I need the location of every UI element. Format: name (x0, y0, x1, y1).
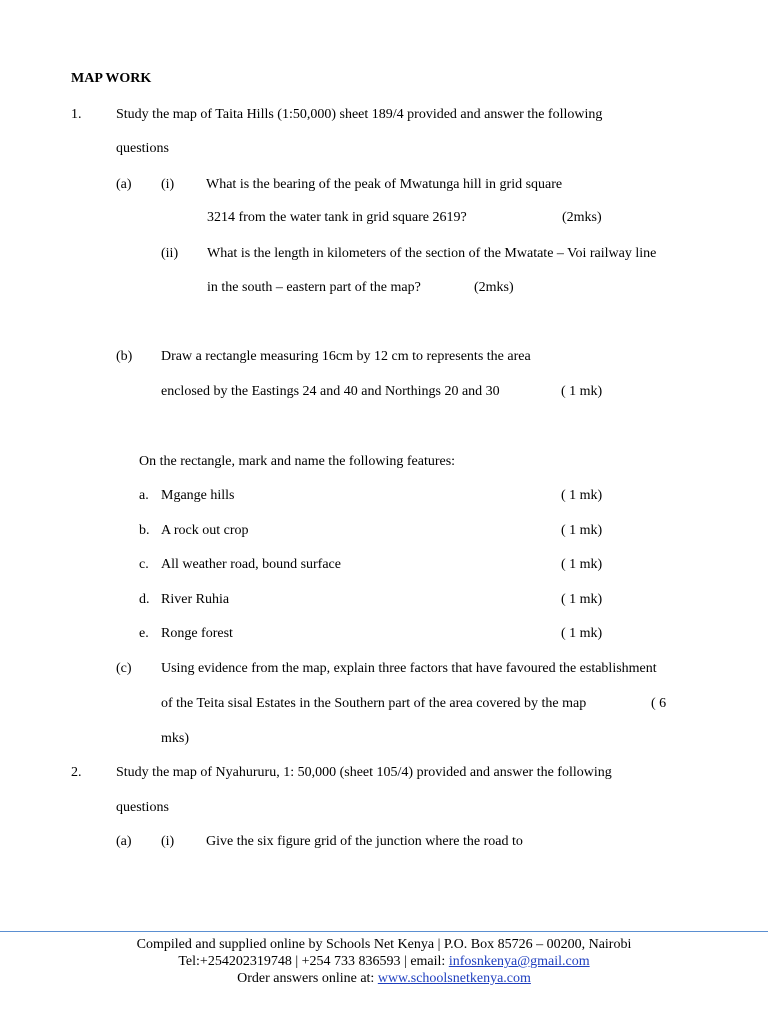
q1ai-line1: What is the bearing of the peak of Mwatunga hill in grid square (206, 177, 563, 192)
feature-text: A rock out crop (161, 523, 249, 538)
q1c-line1: Using evidence from the map, explain three factors that have favoured the establishment (161, 661, 657, 676)
q1c-marks: ( 6 (651, 696, 667, 711)
q1b-line1: Draw a rectangle measuring 16cm by 12 cm to represents the area (161, 349, 531, 364)
footer-line1: Compiled and supplied online by Schools Net Kenya | P.O. Box 85726 – 00200, Nairobi (136, 937, 632, 952)
q1c-line2: of the Teita sisal Estates in the Southern part of the area covered by the map (161, 696, 587, 711)
q1ai-label: (i) (161, 177, 175, 192)
footer-divider (0, 931, 768, 932)
q1c-marks-cont: mks) (161, 731, 189, 746)
footer (0, 936, 768, 987)
feature-marks: ( 1 mk) (561, 557, 603, 572)
feature-marks: ( 1 mk) (561, 488, 603, 503)
q1-number: 1. (71, 107, 82, 122)
q1-stem-line2: questions (116, 141, 169, 156)
q1b-intro: On the rectangle, mark and name the following features: (139, 454, 456, 469)
q1ai-line2: 3214 from the water tank in grid square 2619? (207, 210, 467, 225)
feature-text: All weather road, bound surface (161, 557, 341, 572)
q1-stem-line1: Study the map of Taita Hills (1:50,000) sheet 189/4 provided and answer the following (116, 107, 603, 122)
feature-marks: ( 1 mk) (561, 523, 603, 538)
q1b-line2: enclosed by the Eastings 24 and 40 and Northings 20 and 30 (161, 384, 500, 399)
feature-letter: d. (139, 592, 150, 607)
footer-line2 (0, 953, 768, 970)
q2-number: 2. (71, 765, 82, 780)
q2a-label: (a) (116, 834, 132, 849)
feature-marks: ( 1 mk) (561, 592, 603, 607)
q1aii-marks: (2mks) (474, 280, 514, 295)
feature-marks: ( 1 mk) (561, 626, 603, 641)
q1c-label: (c) (116, 661, 132, 676)
feature-text: Mgange hills (161, 488, 235, 503)
footer-email-link[interactable]: infosnkenya@gmail.com (448, 954, 590, 969)
footer-line3 (0, 970, 768, 987)
footer-website-link[interactable]: www.schoolsnetkenya.com (377, 971, 531, 986)
q1aii-line2: in the south – eastern part of the map? (207, 280, 421, 295)
feature-letter: a. (139, 488, 149, 503)
feature-letter: c. (139, 557, 149, 572)
footer-phone: Tel:+254202319748 | +254 733 836593 | email: (178, 954, 449, 969)
footer-order-text: Order answers online at: (237, 971, 378, 986)
q1ai-marks: (2mks) (562, 210, 602, 225)
q1aii-line1: What is the length in kilometers of the section of the Mwatate – Voi railway line (207, 246, 657, 261)
q2-stem-line1: Study the map of Nyahururu, 1: 50,000 (sheet 105/4) provided and answer the following (116, 765, 612, 780)
q2ai-label: (i) (161, 834, 175, 849)
feature-text: River Ruhia (161, 592, 230, 607)
feature-text: Ronge forest (161, 626, 233, 641)
q1a-label: (a) (116, 177, 132, 192)
q1b-label: (b) (116, 349, 133, 364)
page-title: MAP WORK (71, 71, 152, 86)
q2ai-line1: Give the six figure grid of the junction where the road to (206, 834, 523, 849)
q1aii-label: (ii) (161, 246, 179, 261)
q2-stem-line2: questions (116, 800, 169, 815)
q1b-marks: ( 1 mk) (561, 384, 603, 399)
feature-letter: e. (139, 626, 149, 641)
feature-letter: b. (139, 523, 150, 538)
